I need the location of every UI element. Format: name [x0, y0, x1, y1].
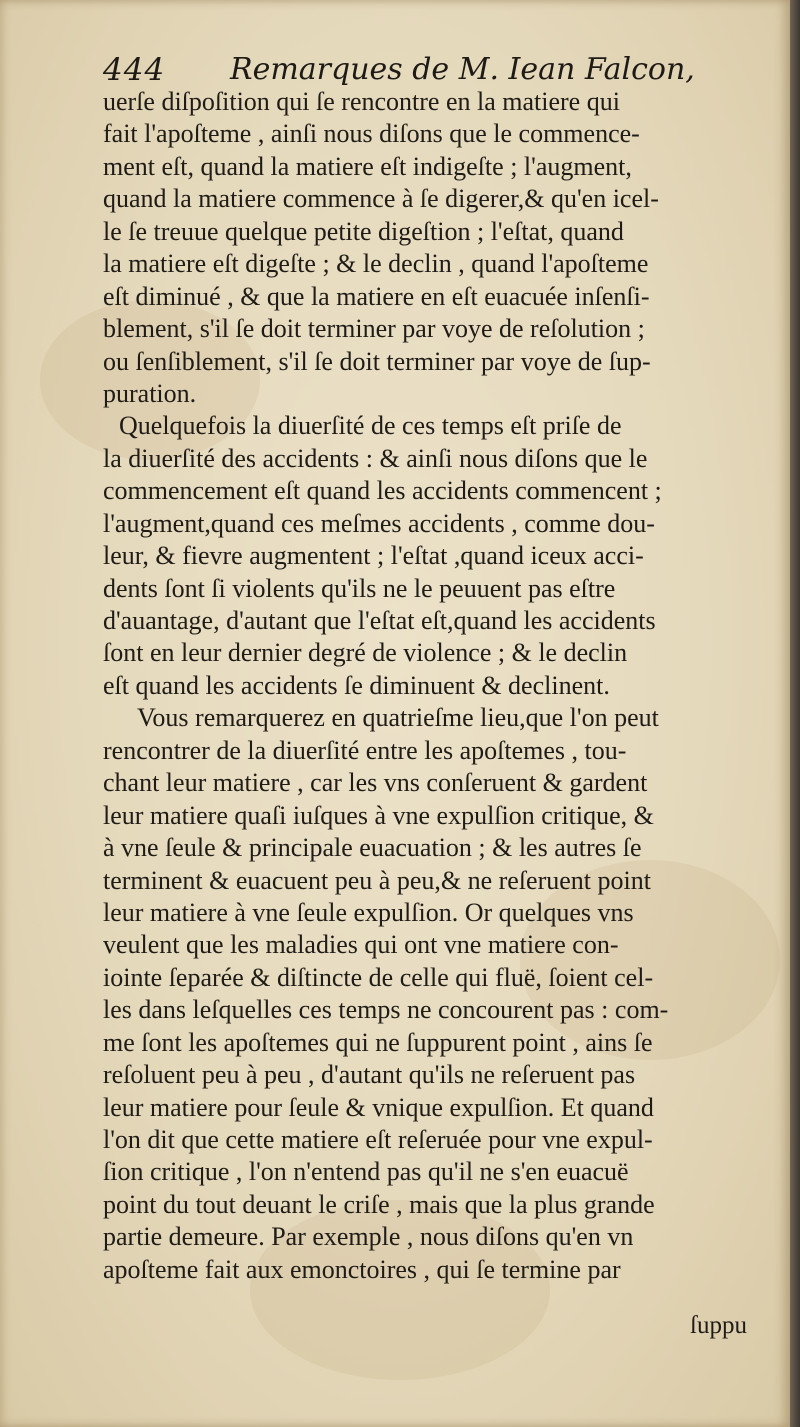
- text-line: le ſe treuue quelque petite digeſtion ; l'eſtat, quand: [103, 216, 624, 246]
- text-line: uerſe diſpoſition qui ſe rencontre en la matiere qui: [103, 87, 620, 116]
- text-line: la diuerſité des accidents : & ainſi nous diſons que le: [103, 443, 648, 473]
- page-number: 444: [103, 52, 166, 88]
- text-line: leur matiere quaſi iuſques à vne expulſion critique, &: [103, 800, 654, 830]
- text-line: ou ſenſiblement, s'il ſe doit terminer par voye de ſup-: [103, 346, 651, 376]
- text-line: puration.: [103, 378, 197, 408]
- text-line: reſoluent peu à peu , d'autant qu'ils ne reſeruent pas: [103, 1060, 636, 1090]
- text-line: apoſteme fait aux emonctoires , qui ſe termine par: [103, 1254, 621, 1284]
- text-line: point du tout deuant le criſe , mais que la plus grande: [103, 1189, 655, 1219]
- text-line: ſont en leur dernier degré de violence ; & le declin: [103, 638, 628, 668]
- text-line: dents ſont ſi violents qu'ils ne le peuuent pas eſtre: [103, 573, 616, 603]
- text-line: quand la matiere commence à ſe digerer,& qu'en icel-: [103, 184, 659, 214]
- text-line: la matiere eſt digeſte ; & le declin , quand l'apoſteme: [103, 249, 649, 279]
- body-text: [103, 86, 763, 1286]
- text-line: partie demeure. Par exemple , nous diſons qu'en vn: [103, 1222, 634, 1252]
- text-line: rencontrer de la diuerſité entre les apoſtemes , tou-: [103, 735, 627, 765]
- text-line: fait l'apoſteme , ainſi nous diſons que le commence-: [103, 119, 640, 149]
- book-edge: [790, 0, 800, 1427]
- text-line: à vne ſeule & principale euacuation ; & les autres ſe: [103, 833, 642, 863]
- text-line: l'augment,quand ces meſmes accidents , comme dou-: [103, 508, 655, 538]
- text-line: d'auantage, d'autant que l'eſtat eſt,quand les accidents: [103, 606, 656, 635]
- text-line: eſt diminué , & que la matiere en eſt euacuée inſenſi-: [103, 281, 650, 311]
- text-line: chant leur matiere , car les vns conſeruent & gardent: [103, 768, 648, 798]
- text-line: iointe ſeparée & diſtincte de celle qui fluë, ſoient cel-: [103, 962, 654, 992]
- text-line: blement, s'il ſe doit terminer par voye de reſolution ;: [103, 314, 645, 344]
- text-line: eſt quand les accidents ſe diminuent & declinent.: [103, 670, 610, 700]
- catchword: ſuppu: [690, 1312, 747, 1339]
- text-line: l'on dit que cette matiere eſt reſeruée pour vne expul-: [103, 1125, 653, 1154]
- text-line: me ſont les apoſtemes qui ne ſuppurent point , ains ſe: [103, 1027, 653, 1057]
- text-line: leur matiere à vne ſeule expulſion. Or quelques vns: [103, 897, 634, 927]
- text-line: Vous remarquerez en quatrieſme lieu,que l'on peut: [137, 703, 659, 733]
- text-line: ment eſt, quand la matiere eſt indigeſte ; l'augment,: [103, 151, 632, 181]
- text-line: ſion critique , l'on n'entend pas qu'il ne s'en euacuë: [103, 1157, 629, 1187]
- text-line: les dans leſquelles ces temps ne concourent pas : com-: [103, 995, 669, 1025]
- text-line: veulent que les maladies qui ont vne matiere con-: [103, 930, 619, 960]
- text-line: leur, & fievre augmentent ; l'eſtat ,quand iceux acci-: [103, 541, 644, 571]
- text-line: Quelquefois la diuerſité de ces temps eſt priſe de: [119, 411, 622, 441]
- text-line: terminent & euacuent peu à peu,& ne reſeruent point: [103, 865, 651, 895]
- text-line: commencement eſt quand les accidents commencent ;: [103, 476, 662, 506]
- text-line: leur matiere pour ſeule & vnique expulſion. Et quand: [103, 1092, 654, 1122]
- running-title: Remarques de M. Iean Falcon,: [230, 52, 695, 87]
